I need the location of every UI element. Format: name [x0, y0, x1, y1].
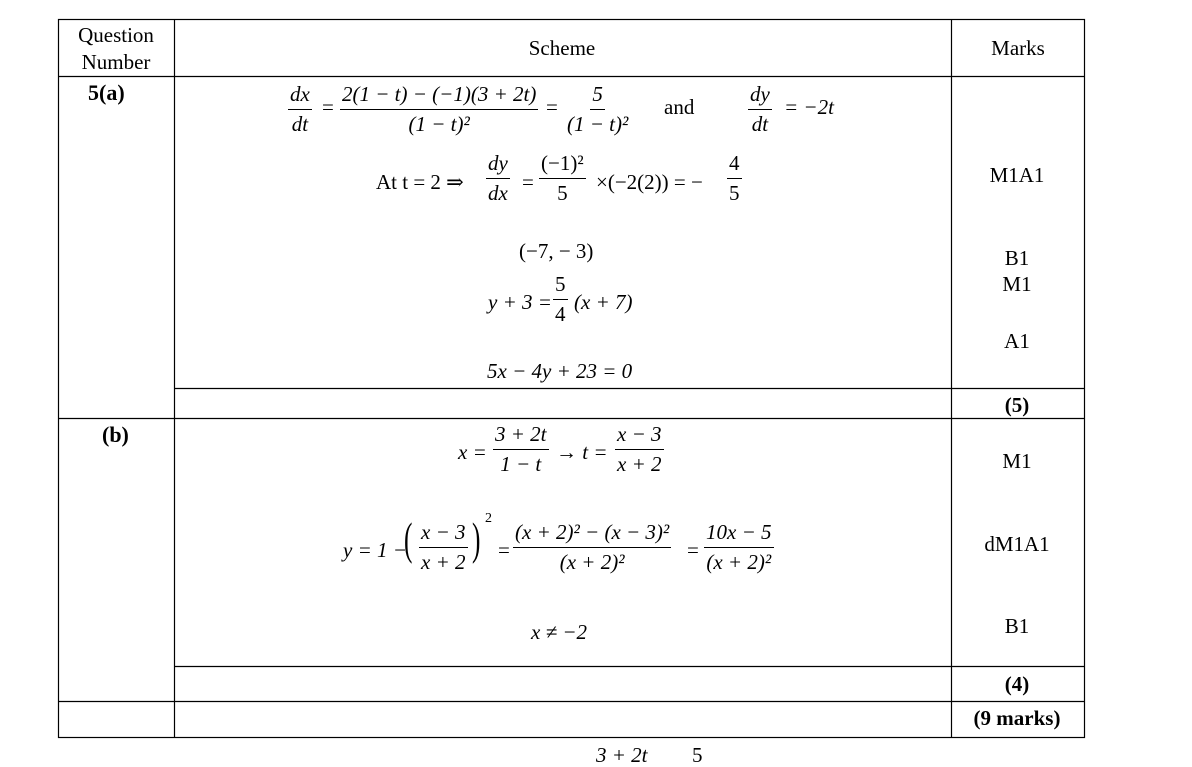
a-mark-m1: M1: [1002, 272, 1032, 296]
b-l2-eq1: =: [498, 538, 510, 562]
a-l1-eq2: =: [546, 95, 558, 119]
a-l4-frac: $\frac{5}{4}$: [555, 272, 566, 326]
part-a-label: 5(a): [88, 80, 125, 105]
a-l1-dydt: $\frac{dy}{dt}$: [750, 82, 770, 136]
b-mark-b1: B1: [1004, 614, 1030, 638]
b-mark-m1: M1: [1002, 449, 1032, 473]
header-question-line2: Number: [81, 50, 151, 74]
cutoff-rhs-top: 5: [692, 743, 703, 767]
grand-total: (9 marks): [973, 706, 1061, 730]
a-l1-rhs: = −2t: [784, 95, 834, 119]
header-question-number: [78, 22, 154, 76]
a-mark-m1a1: M1A1: [989, 163, 1045, 187]
b-l2-lparen: (: [404, 513, 413, 564]
b-l2-exp: 2: [485, 511, 492, 526]
a-total: (5): [1004, 393, 1030, 417]
a-l5-final: 5x − 4y + 23 = 0: [487, 359, 633, 383]
a-l2-frac: $\frac{\text{(−1)²}}{5}$: [541, 151, 584, 205]
a-l1-quotient: $\frac{2(1 - t) - (-1)(3 + 2t)}{\text{(1 − t)²}}$: [342, 82, 537, 136]
b-l1-frac2: $\frac{x - 3}{x + 2}$: [617, 422, 662, 476]
b-l1-arrow: → t =: [556, 440, 608, 464]
a-l2-prefix: At t = 2 ⇒: [376, 170, 464, 194]
b-l3-cond: x ≠ −2: [531, 620, 588, 644]
a-l3-point: (−7, − 3): [519, 239, 594, 263]
a-l1-dxdt: $\frac{dx}{dt}$: [290, 82, 310, 136]
a-l1-simplified: $\frac{5}{\text{(1 − t)²}}$: [567, 82, 629, 136]
b-l2-frac1: $\frac{x - 3}{x + 2}$: [421, 520, 466, 574]
part-b-label: (b): [102, 422, 129, 447]
a-l2-mid: ×(−2(2)) = −: [596, 170, 703, 194]
b-l1-frac1: $\frac{3 + 2t}{1 - t}$: [495, 422, 547, 476]
a-l4-rhs: (x + 7): [574, 290, 633, 314]
b-l2-eq2: =: [687, 538, 699, 562]
b-l2-lhs: y = 1 −: [343, 538, 407, 562]
b-l2-rparen: ): [472, 513, 481, 564]
header-question-line1: Question: [78, 23, 154, 47]
a-l2-eq: =: [522, 170, 534, 194]
a-l1-and: and: [664, 95, 695, 119]
b-l2-frac3: $\frac{10x - 5}{\text{(x + 2)²}}$: [706, 520, 772, 574]
cutoff-fraction-top: 3 + 2t: [596, 743, 648, 767]
a-mark-b1: B1: [1004, 246, 1030, 270]
a-mark-a1: A1: [1004, 329, 1030, 353]
a-l2-result: $\frac{4}{5}$: [729, 151, 740, 205]
b-l1-lhs: x =: [458, 440, 487, 464]
header-marks: Marks: [991, 36, 1045, 60]
a-l4-lhs: y + 3 =: [488, 290, 552, 314]
a-l2-dydx: $\frac{dy}{dx}$: [488, 151, 508, 205]
b-total: (4): [1004, 672, 1030, 696]
header-scheme: Scheme: [528, 36, 596, 60]
b-l2-frac2: $\frac{\text{(x + 2)² − (x − 3)²}}{\text{(x + 2)²}}$: [515, 520, 670, 574]
a-l1-eq1: =: [322, 95, 334, 119]
b-mark-dm1a1: dM1A1: [984, 532, 1050, 556]
